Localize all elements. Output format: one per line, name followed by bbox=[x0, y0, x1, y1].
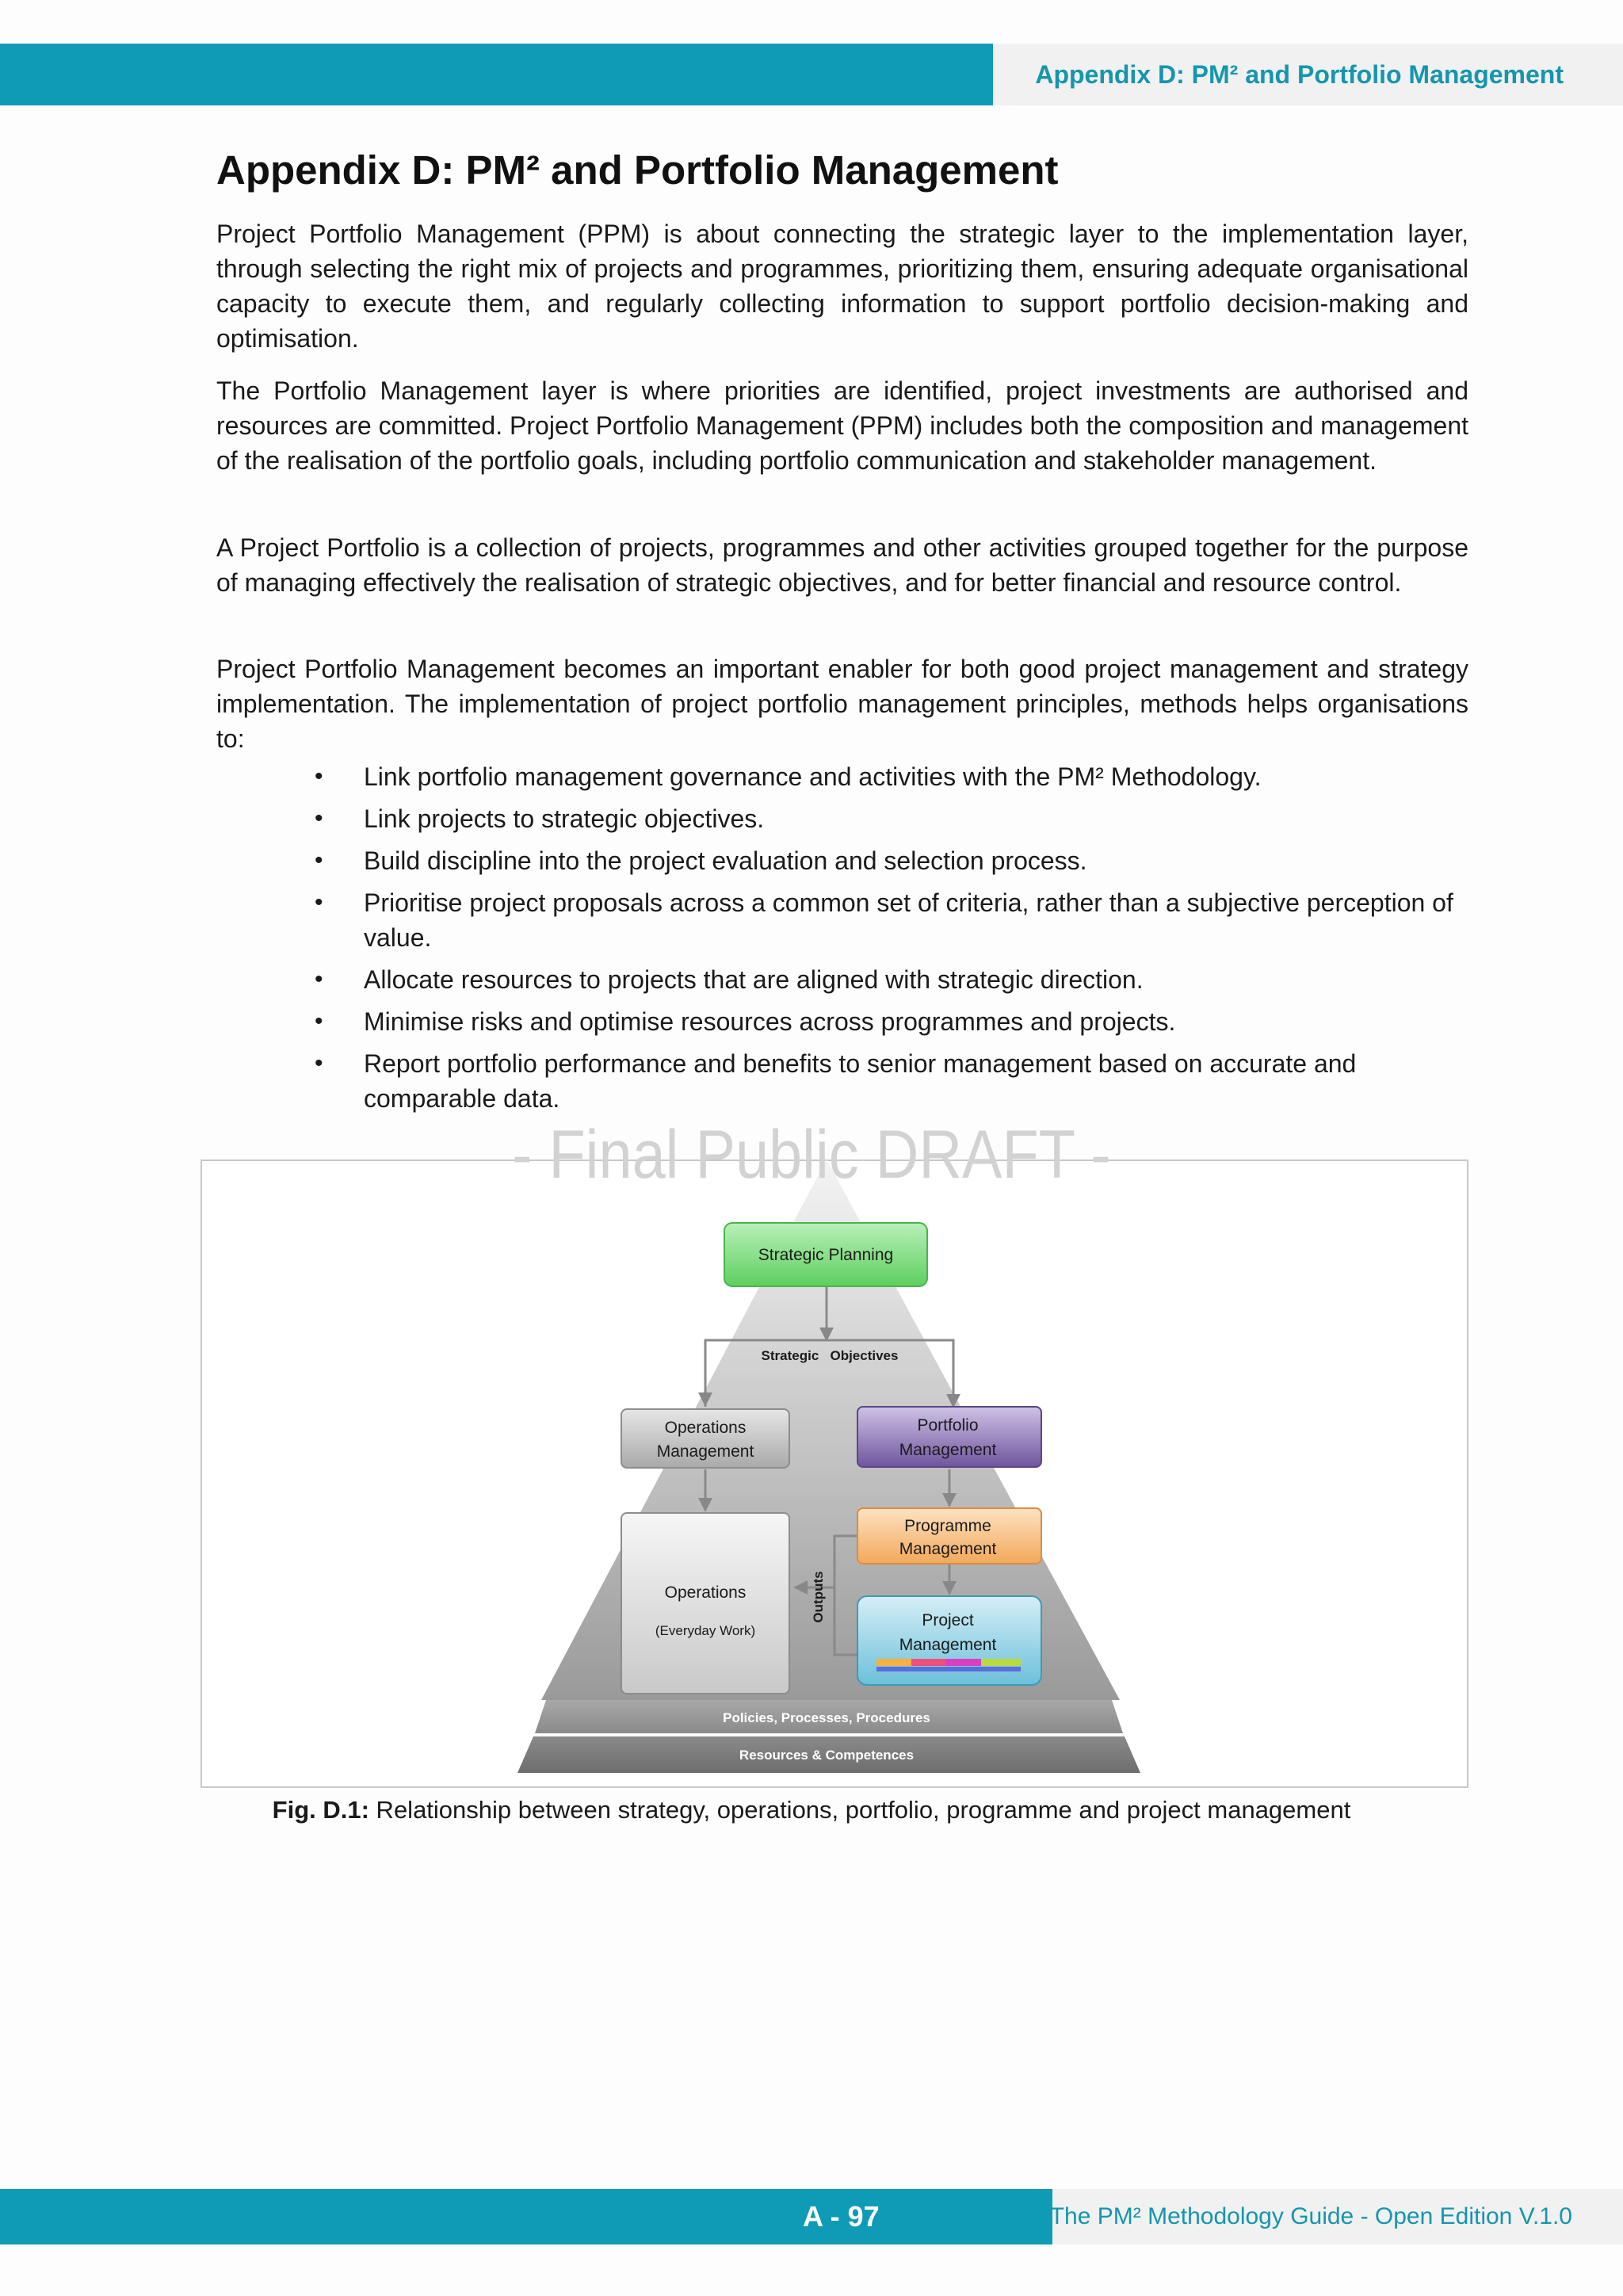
outputs-label: Outputs bbox=[811, 1571, 826, 1623]
list-item-text: Link portfolio management governance and activities with the PM² Methodology. bbox=[364, 762, 1262, 791]
strategic-objectives-label: Strategic Objectives bbox=[761, 1348, 899, 1363]
figure-caption bbox=[0, 1796, 1623, 1824]
intro-paragraph bbox=[216, 216, 1468, 356]
programme-management-label-line2: Management bbox=[899, 1540, 997, 1558]
programme-management-label-line1: Programme bbox=[904, 1517, 991, 1535]
bullet-icon: • bbox=[315, 805, 323, 831]
project-management-label-line1: Project bbox=[922, 1611, 974, 1629]
project-management-label-line2: Management bbox=[899, 1636, 997, 1654]
ppm-enabler-paragraph bbox=[216, 651, 1468, 756]
bullet-icon: • bbox=[315, 1050, 323, 1076]
list-item-text: Prioritise project proposals across a common set of criteria, rather than a subjective perception of value. bbox=[364, 888, 1453, 952]
draft-watermark: - Final Public DRAFT - bbox=[512, 1117, 1111, 1193]
policies-label: Policies, Processes, Procedures bbox=[723, 1710, 930, 1725]
page-number: A - 97 bbox=[803, 2200, 880, 2233]
project-portfolio-paragraph bbox=[216, 530, 1468, 600]
list-item-text: Report portfolio performance and benefits to senior management based on accurate and comparable data. bbox=[364, 1049, 1357, 1113]
operations-box bbox=[621, 1513, 789, 1694]
paragraph-text: The Portfolio Management layer is where priorities are identified, project investments are authorised and resources are committed. Project Portfolio Management (PPM) includes both the composition and management of the realisation of the portfolio goals, including portfolio communication and stakeholder management. bbox=[216, 376, 1468, 475]
portfolio-management-label-line2: Management bbox=[899, 1441, 997, 1459]
operations-management-label-line1: Operations bbox=[664, 1419, 747, 1437]
page-title: Appendix D: PM² and Portfolio Management bbox=[216, 147, 1059, 193]
everyday-work-label: (Everyday Work) bbox=[655, 1623, 756, 1638]
bullet-icon: • bbox=[315, 763, 323, 789]
benefits-list bbox=[315, 759, 1472, 1123]
caption-label: Fig. D.1: bbox=[272, 1796, 369, 1824]
list-item-text: Allocate resources to projects that are aligned with strategic direction. bbox=[364, 965, 1144, 994]
list-item-text: Link projects to strategic objectives. bbox=[364, 804, 765, 833]
bullet-icon: • bbox=[315, 1008, 323, 1034]
list-item bbox=[315, 1046, 1472, 1116]
governance-pyramid-diagram bbox=[200, 1159, 1468, 1788]
list-item bbox=[315, 843, 1472, 878]
list-item bbox=[315, 801, 1472, 836]
pm2-phases-strip bbox=[876, 1659, 1021, 1671]
header-title: Appendix D: PM² and Portfolio Management bbox=[1035, 60, 1564, 89]
footer-bar bbox=[0, 2189, 1052, 2244]
footer-guide-title: The PM² Methodology Guide - Open Edition V.1.0 bbox=[1049, 2203, 1572, 2229]
list-item bbox=[315, 759, 1472, 794]
paragraph-text: Project Portfolio Management (PPM) is about connecting the strategic layer to the implementation layer, through selecting the right mix of projects and programmes, prioritizing them, ensuring adequate organisational capacity to execute them, and regularly collecting information to support portfolio decision-making and optimisation. bbox=[216, 220, 1468, 353]
paragraph-text: Project Portfolio Management becomes an important enabler for both good project management and strategy implementation. The implementation of project portfolio management principles, methods helps organisations to: bbox=[216, 655, 1468, 753]
list-item-text: Minimise risks and optimise resources across programmes and projects. bbox=[364, 1007, 1176, 1036]
strategic-planning-label: Strategic Planning bbox=[758, 1246, 894, 1264]
list-item-text: Build discipline into the project evaluation and selection process. bbox=[364, 846, 1087, 875]
operations-label: Operations bbox=[664, 1584, 747, 1602]
bullet-icon: • bbox=[315, 966, 323, 992]
list-item bbox=[315, 962, 1472, 997]
bullet-icon: • bbox=[315, 847, 323, 873]
header-bar bbox=[0, 44, 993, 105]
resources-label: Resources & Competences bbox=[739, 1748, 915, 1763]
list-item bbox=[315, 885, 1472, 955]
bullet-icon: • bbox=[315, 889, 323, 915]
list-item bbox=[315, 1004, 1472, 1039]
caption-text: Relationship between strategy, operations, portfolio, programme and project management bbox=[369, 1796, 1351, 1824]
paragraph-text: A Project Portfolio is a collection of projects, programmes and other activities grouped together for the purpose of managing effectively the realisation of strategic objectives, and for better financial and resource control. bbox=[216, 533, 1468, 597]
portfolio-management-label-line1: Portfolio bbox=[917, 1416, 979, 1435]
portfolio-layer-paragraph bbox=[216, 373, 1468, 478]
operations-management-label-line2: Management bbox=[656, 1442, 754, 1461]
